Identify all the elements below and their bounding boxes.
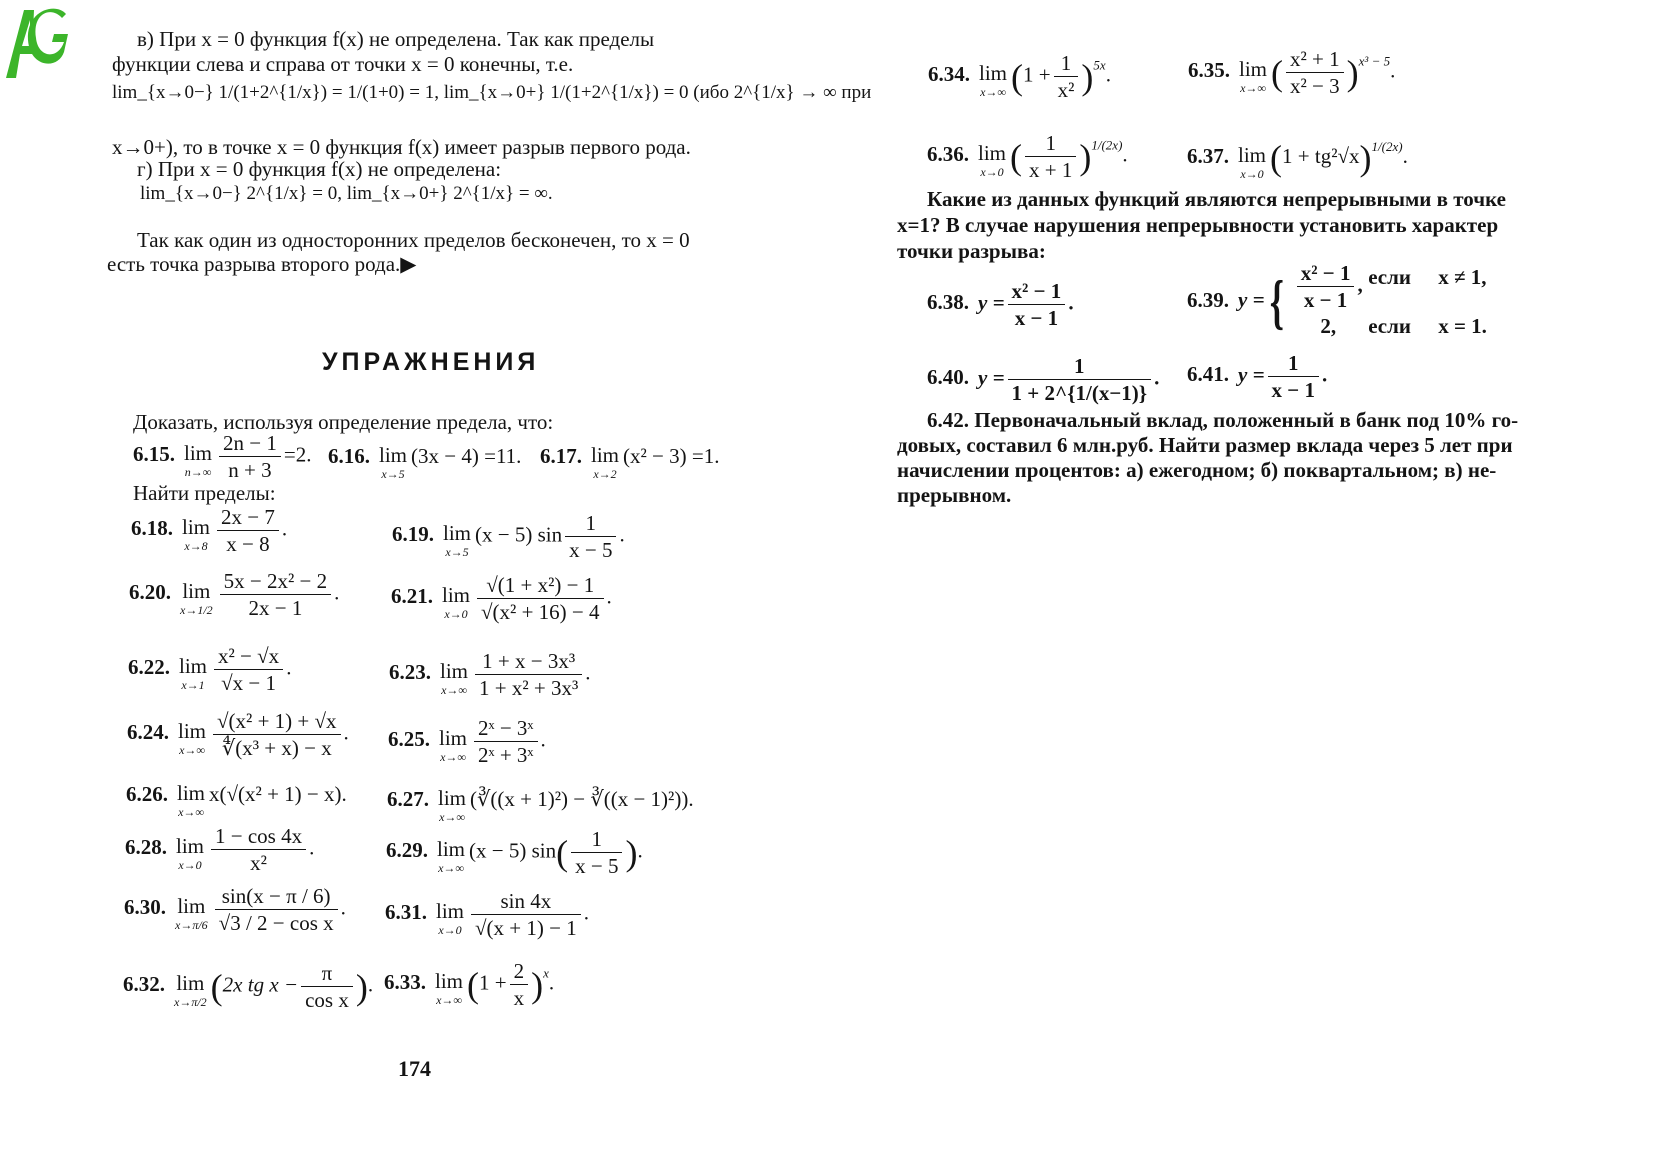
exercise-6-27: 6.27. lim x→∞ (∛((x + 1)²) − ∛((x − 1)²)). — [387, 786, 694, 824]
solution-g-line-1: г) При x = 0 функция f(x) не определена: — [137, 157, 502, 181]
prove-intro: Доказать, используя определение предела, что: — [133, 410, 554, 434]
solution-v-line-1: в) При x = 0 функция f(x) не определена. Так как пределы — [137, 27, 655, 51]
find-limits-label: Найти пределы: — [133, 481, 276, 505]
exercise-6-33: 6.33. lim x→∞ (1 + $\frac{2}{x}$ )$^x$. — [384, 959, 555, 1011]
exercise-6-28: 6.28. lim x→0 $\frac{1 - \cos 4x}{\text{x²}}$ . — [125, 824, 315, 876]
section-heading: УПРАЖНЕНИЯ — [322, 348, 540, 376]
solution-v-formula: lim_{x→0−} 1/(1+2^{1/x}) = 1/(1+0) = 1, lim_{x→0+} 1/(1+2^{1/x}) = 0 (ибо 2^{1/x} → ∞ при — [112, 82, 872, 103]
exercise-6-24: 6.24. lim x→∞ $\frac{\text{√(x² + 1) + √x}}{\text{∜(x³ + x) − x}}$ . — [127, 709, 349, 761]
exercise-6-18: 6.18. lim x→8 $\frac{2x - 7}{x - 8}$ . — [131, 505, 288, 557]
task-6-42-line-2: довых, составил 6 млн.руб. Найти размер вклада через 5 лет при — [897, 433, 1513, 457]
exercise-6-15: 6.15. lim n→∞ $\frac{2n - 1}{n + 3}$ =2. — [133, 431, 312, 483]
solution-g-line-3: есть точка разрыва второго рода.▶ — [107, 252, 417, 276]
continuity-line-3: точки разрыва: — [897, 239, 1046, 263]
exercise-6-26: 6.26. lim x→∞ x(√(x² + 1) − x). — [126, 781, 347, 819]
exercise-6-20: 6.20. lim x→1/2 $\frac{\text{5x − 2x² − 2}}{2x - 1}$ . — [129, 569, 340, 621]
continuity-line-1: Какие из данных функций являются непрерывными в точке — [927, 187, 1506, 211]
solution-v-line-3: x→0+), то в точке x = 0 функция f(x) имеет разрыв первого рода. — [112, 135, 691, 159]
exercise-6-29: 6.29. lim x→∞ (x − 5) sin( $\frac{1}{x - 5}$ ). — [386, 827, 643, 879]
exercise-6-39: 6.39. y ={ $\frac{\text{x² − 1}}{x - 1}$ , если x ≠ 1, 2, если x = 1. — [1187, 261, 1487, 339]
exercise-6-21: 6.21. lim x→0 $\frac{\text{√(1 + x²) − 1}}{\text{√(x² + 16) − 4}}$ . — [391, 573, 612, 625]
exercise-6-35: 6.35. lim x→∞ ( $\frac{\text{x² + 1}}{\text{x² − 3}}$ )$^{x^3 - 5}$. — [1188, 47, 1396, 99]
exercise-6-17: 6.17. lim x→2 (x² − 3) =1. — [540, 443, 720, 481]
exercise-6-37: 6.37. lim x→0 $(1 + tg^2√x)^{1/(2x)}$. — [1187, 138, 1408, 181]
task-6-42-line-4: прерывном. — [897, 483, 1012, 507]
task-6-42-line-1: 6.42. Первоначальный вклад, положенный в банк под 10% го- — [927, 408, 1519, 432]
ag-logo — [2, 2, 70, 82]
solution-v-line-2: функции слева и справа от точки x = 0 конечны, т.е. — [112, 52, 574, 76]
page-number: 174 — [398, 1056, 431, 1081]
exercise-6-32: 6.32. lim x→π/2 (2x tg x − $\frac{\pi}{\text{cos x}}$ ). — [123, 961, 374, 1013]
continuity-line-2: x=1? В случае нарушения непрерывности установить характер — [897, 213, 1499, 237]
exercise-6-16: 6.16. lim x→5 (3x − 4) =11. — [328, 443, 522, 481]
exercise-6-22: 6.22. lim x→1 $\frac{\text{x² − √x}}{√x - 1}$ . — [128, 644, 292, 696]
exercise-6-25: 6.25. lim x→∞ $\frac{\text{2ˣ − 3ˣ}}{\text{2ˣ + 3ˣ}}$ . — [388, 716, 546, 768]
exercise-6-19: 6.19. lim x→5 (x − 5) sin $\frac{1}{x - 5}$ . — [392, 511, 625, 563]
task-6-42-number: 6.42. — [927, 408, 969, 432]
logo-letter-g — [28, 9, 68, 64]
task-6-42-line-3: начислении процентов: а) ежегодном; б) поквартальном; в) не- — [897, 458, 1497, 482]
exercise-6-34: 6.34. lim x→∞ (1 + $\frac{1}{\text{x²}}$ )$^{5x}$. — [928, 51, 1111, 103]
exercise-6-36: 6.36. lim x→0 ( $\frac{1}{x + 1}$ )$^{1/(2x)}$. — [927, 131, 1128, 183]
exercise-6-30: 6.30. lim x→π/6 $\frac{\sin(x - \pi / 6)}{\text{√3 / 2 − cos x}}$ . — [124, 884, 346, 936]
exercise-6-23: 6.23. lim x→∞ $\frac{\text{1 + x − 3x³}}{\text{1 + x² + 3x³}}$ . — [389, 649, 591, 701]
exercise-6-31: 6.31. lim x→0 $\frac{\sin 4x}{√(x + 1) - 1}$ . — [385, 889, 589, 941]
solution-g-formula: lim_{x→0−} 2^{1/x} = 0, lim_{x→0+} 2^{1/x} = ∞. — [140, 183, 553, 204]
exercise-6-38: 6.38. y = $\frac{\text{x² − 1}}{x - 1}$ . — [927, 279, 1074, 331]
exercise-6-40: 6.40. y = $\frac{1}{1 + 2\^{}\{1/(x-1)\}}$ . — [927, 354, 1160, 406]
exercise-6-41: 6.41. y = $\frac{1}{x - 1}$ . — [1187, 351, 1328, 403]
solution-g-line-2: Так как один из односторонних пределов бесконечен, то x = 0 — [137, 228, 690, 252]
